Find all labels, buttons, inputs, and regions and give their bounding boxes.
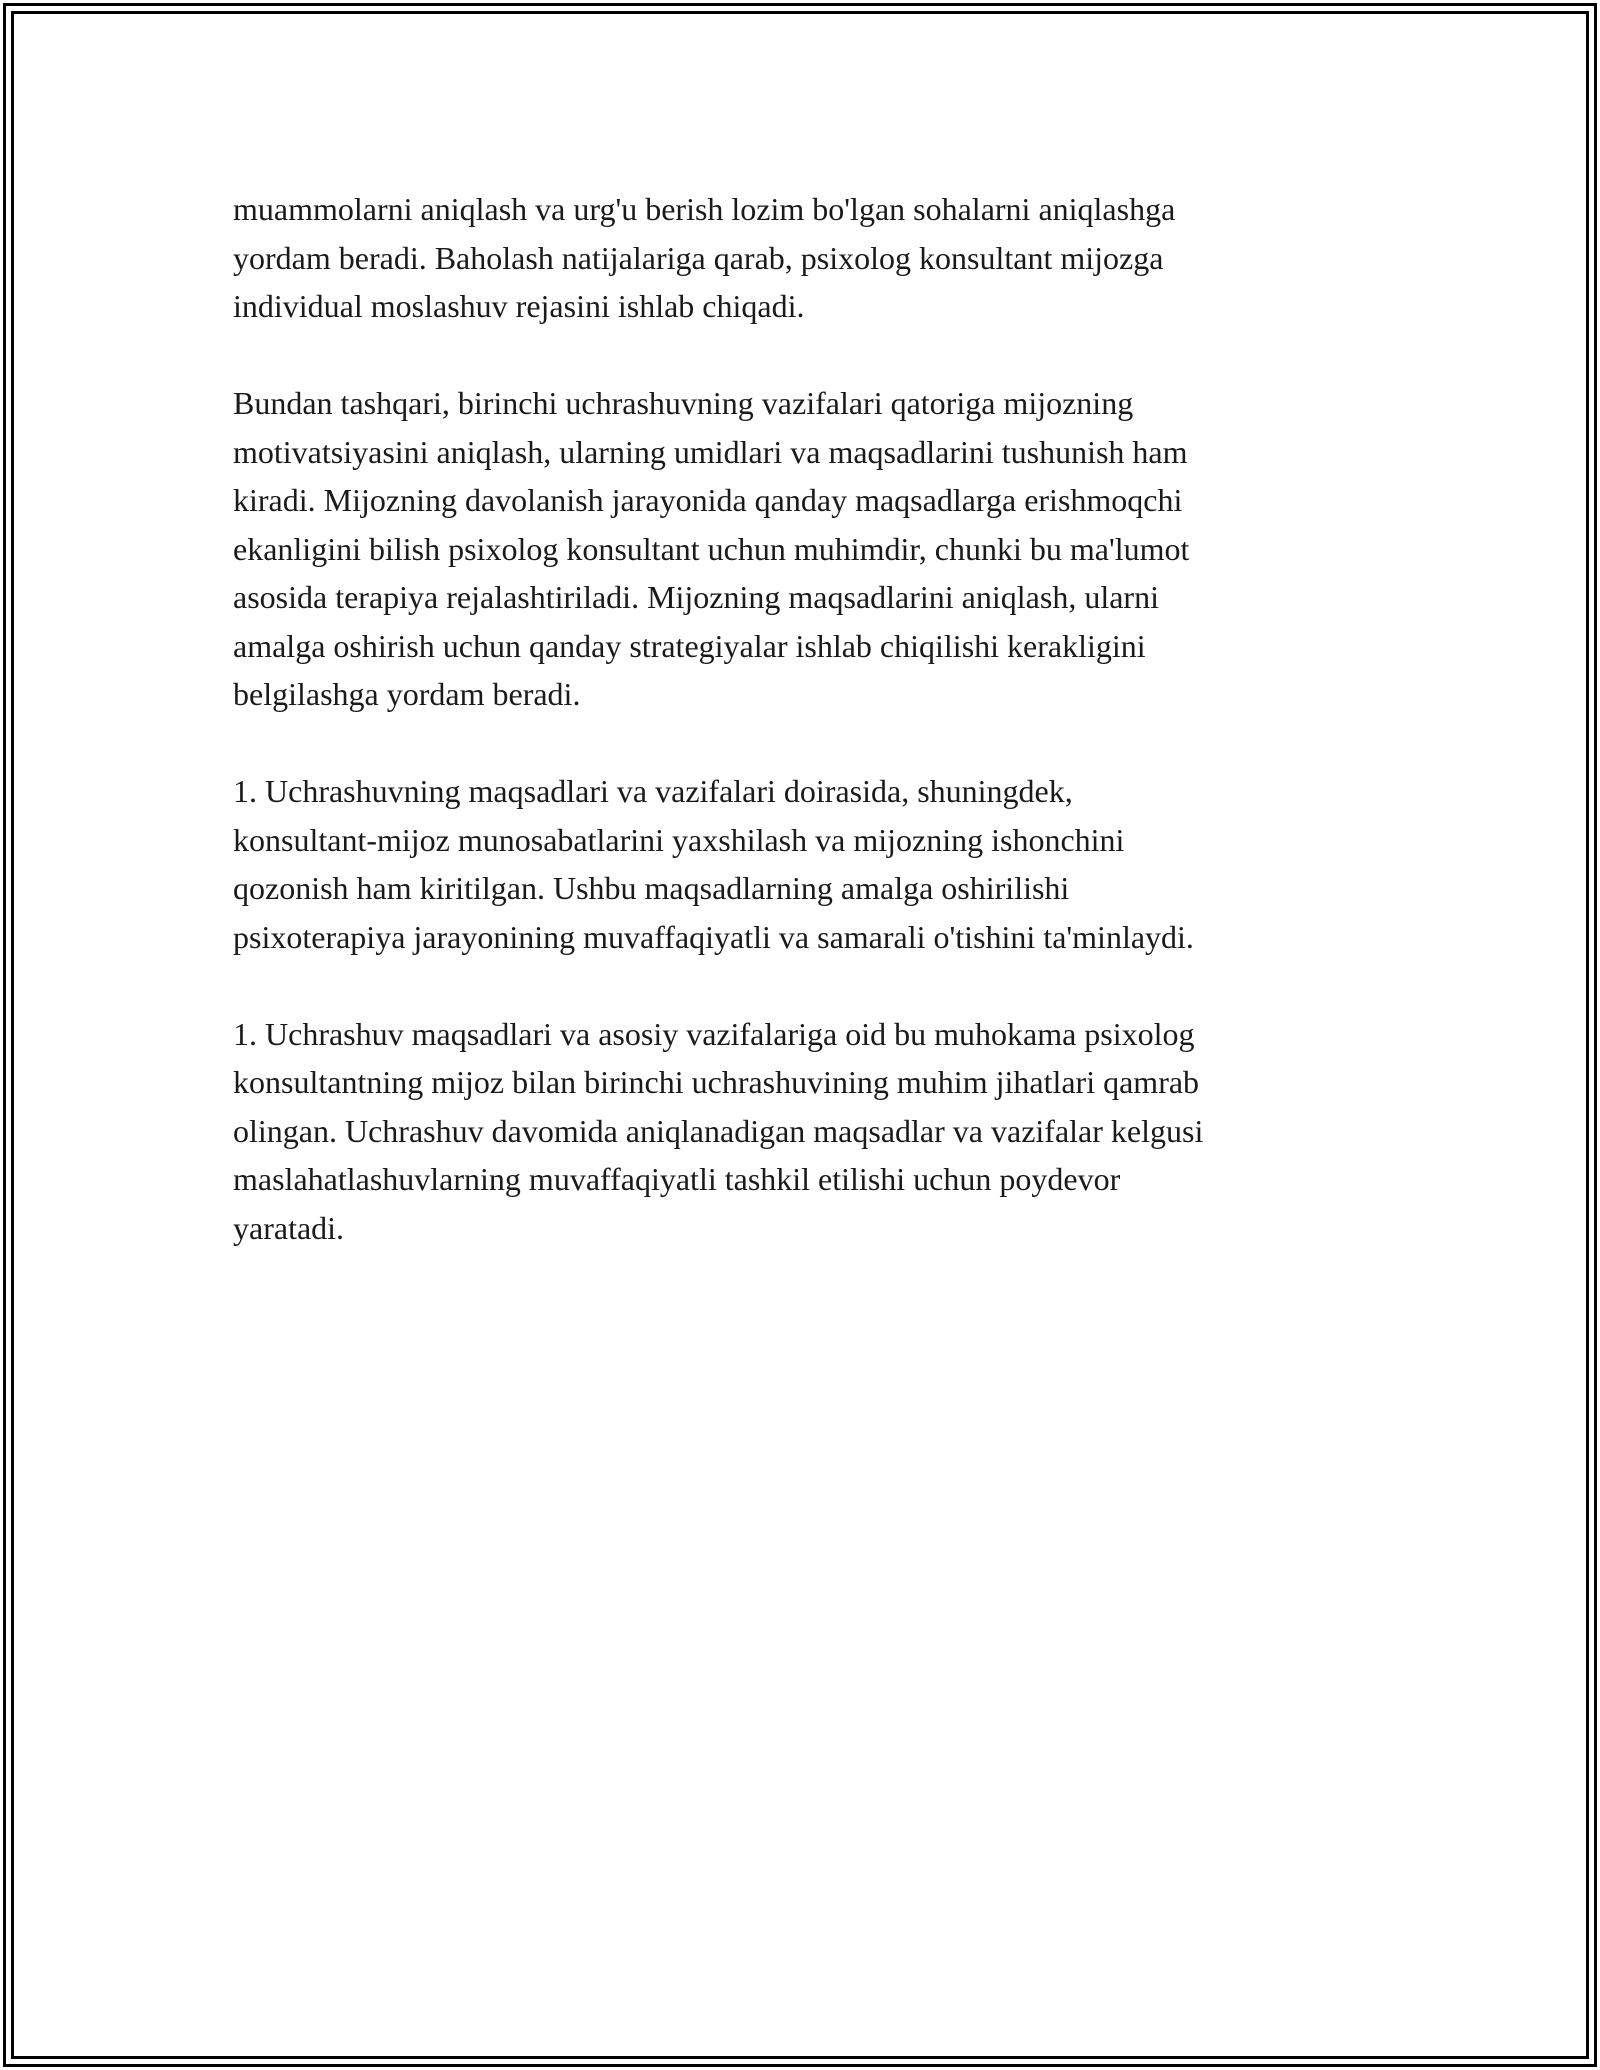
paragraph-relationship: 1. Uchrashuvning maqsadlari va vazifalari doirasida, shuningdek, konsultant-mijoz munosabatlarini yaxshilash va mijozning ishonchini qozonish ham kiritilgan. Ushbu maqsadlarning amalga oshirilishi psixoterapiya jarayonining muvaffaqiyatli va samarali o'tishini ta'minlaydi. [233,773,1194,955]
paragraph-motivation: Bundan tashqari, birinchi uchrashuvning vazifalari qatoriga mijozning motivatsiyasini aniqlash, ularning umidlari va maqsadlarini tushunish ham kiradi. Mijozning davolanish jarayonida qanday maqsadlarga erishmoqchi ekanligini bilish psixolog konsultant uchun muhimdir, chunki bu ma'lumot asosida terapiya rejalashtiriladi. Mijozning maqsadlarini aniqlash, ularni amalga oshirish uchun qanday strategiyalar ishlab chiqilishi kerakligini belgilashga yordam beradi. [233,385,1190,712]
paragraph-conclusion: 1. Uchrashuv maqsadlari va asosiy vazifalariga oid bu muhokama psixolog konsultantning mijoz bilan birinchi uchrashuvining muhim jihatlari qamrab olingan. Uchrashuv davomida aniqlanadigan maqsadlar va vazifalar kelgusi maslahatlashuvlarning muvaffaqiyatli tashkil etilishi uchun poydevor yaratadi. [233,1015,1204,1246]
document-body [233,185,1383,1301]
paragraph-assessment: muammolarni aniqlash va urg'u berish lozim bo'lgan sohalarni aniqlashga yordam beradi. Baholash natijalariga qarab, psixolog konsultant mijozga individual moslashuv rejasini ishlab chiqadi. [233,191,1176,324]
